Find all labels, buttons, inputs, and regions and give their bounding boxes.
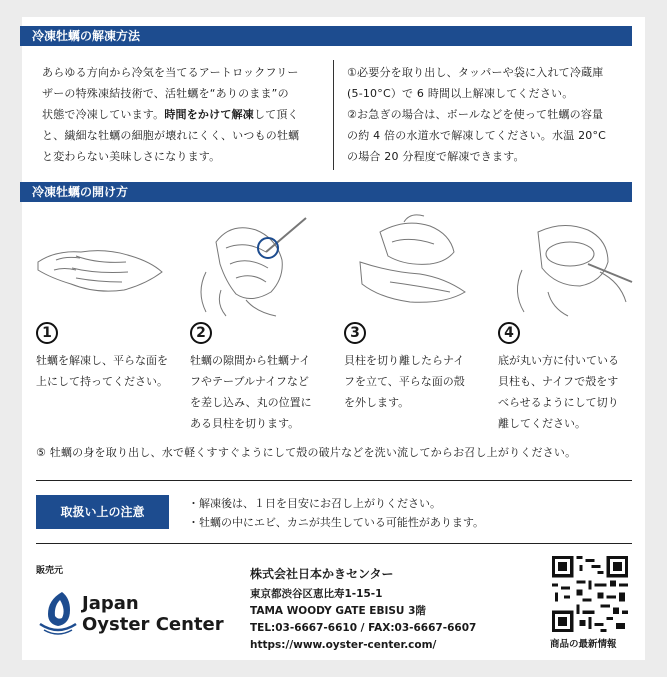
knife-insertion-illustration <box>196 212 316 317</box>
step-4-number: 4 <box>498 322 520 344</box>
step-4-text: 底が丸い方に付いている 貝柱も、ナイフで殻をす べらせるようにして切り 離してください。 <box>498 354 619 430</box>
step-1-number: 1 <box>36 322 58 344</box>
company-address: 東京都渋谷区恵比寿1-15-1 TAMA WOODY GATE EBISU 3階 TEL:03-6667-6610 / FAX:03-6667-6607 https://www.oyster-center.com/ <box>250 586 476 654</box>
sales-label: 販売元 <box>36 566 64 576</box>
thaw-description: あらゆる方向から冷気を当てるアートロックフリー ザーの特殊凍結技術で、活牡蠣を“ありのまま”の 状態で冷凍しています。時間をかけて解凍して頂く と、繊細な牡蠣の細胞が壊れにくく、いつもの牡蠣 と変わらない美味しさになります。 <box>42 66 300 163</box>
hand-holding-oyster-illustration <box>36 212 166 312</box>
open-section-header: 冷凍牡蠣の開け方 <box>20 182 632 202</box>
step-2-number: 2 <box>190 322 212 344</box>
step-3-number: 3 <box>344 322 366 344</box>
qr-label: 商品の最新情報 <box>550 639 617 650</box>
notice-item: ・牡蠣の中にエビ、カニが共生している可能性があります。 <box>188 516 485 529</box>
notice-list <box>188 494 484 532</box>
notice-divider-bottom <box>36 543 632 544</box>
step-1-text: 牡蠣を解凍し、平らな面を 上にして持ってください。 <box>36 354 168 388</box>
bottom-muscle-cut-illustration <box>508 212 633 317</box>
notice-divider-top <box>36 480 632 481</box>
column-divider <box>333 60 334 170</box>
phone-fax: TEL:03-6667-6610 / FAX:03-6667-6607 <box>250 622 477 634</box>
notice-label: 取扱い上の注意 <box>36 495 169 529</box>
shell-removal-illustration <box>350 212 475 312</box>
thaw-steps: ①必要分を取り出し、タッパーや袋に入れて冷蔵庫 (5-10°C）で 6 時間以上解凍してください。 ②お急ぎの場合は、ボールなどを使って牡蠣の容量 の約 4 倍の水道水で解凍してください。水温 20°C の場合 20 分程度で解凍できます。 <box>347 66 607 163</box>
company-name: 株式会社日本かきセンター <box>250 567 394 581</box>
emphasis-text: 時間をかけて解凍 <box>164 108 254 121</box>
thaw-section-header: 冷凍牡蠣の解凍方法 <box>20 26 632 46</box>
website-link[interactable]: https://www.oyster-center.com/ <box>250 639 437 651</box>
qr-code-icon[interactable] <box>552 556 628 632</box>
oyster-logo-icon <box>38 590 78 636</box>
notice-item: ・解凍後は、１日を目安にお召し上がりください。 <box>188 497 441 510</box>
step-2-text: 牡蠣の隙間から牡蠣ナイ フやテーブルナイフなど を差し込み、丸の位置に ある貝柱を切ります。 <box>190 354 312 430</box>
step-3-text: 貝柱を切り離したらナイ フを立て、平らな面の殻 を外します。 <box>344 354 465 409</box>
step-5-text: ⑤ 牡蠣の身を取り出し、水で軽くすすぐようにして殻の破片などを洗い流してからお召し上がりください。 <box>36 446 577 459</box>
logo-wordmark: Japan Oyster Center <box>82 593 224 635</box>
